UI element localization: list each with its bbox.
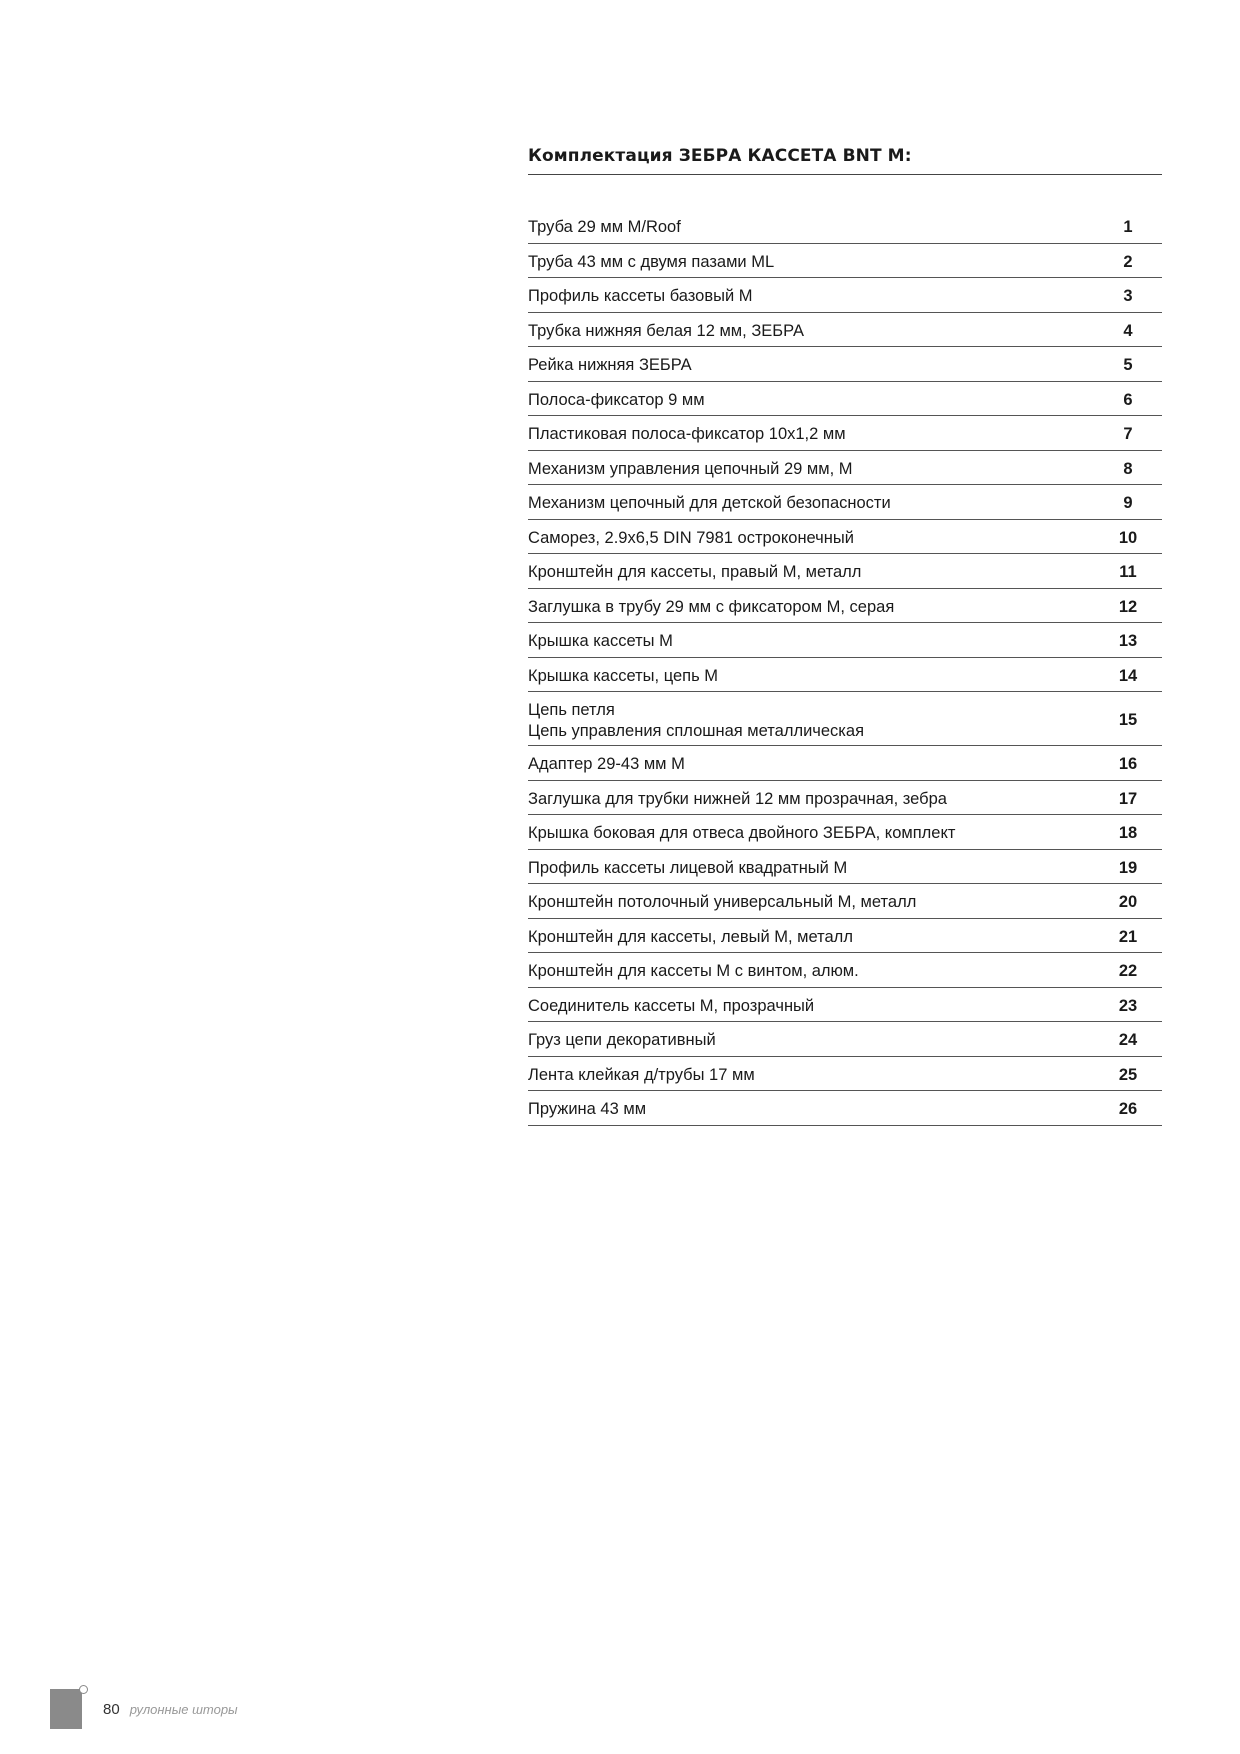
part-name-text: Механизм управления цепочный 29 мм, M [528, 459, 853, 478]
parts-row [528, 884, 1162, 919]
part-number: 23 [1118, 996, 1138, 1015]
parts-row [528, 988, 1162, 1023]
parts-row [528, 781, 1162, 816]
part-name-text: Труба 29 мм M/Roof [528, 218, 681, 237]
part-name-text: Кронштейн для кассеты, левый M, металл [528, 927, 853, 946]
parts-row [528, 209, 1162, 244]
part-number: 19 [1118, 858, 1138, 877]
parts-row [528, 658, 1162, 693]
part-number: 25 [1118, 1065, 1138, 1084]
parts-row [528, 919, 1162, 954]
part-number: 12 [1118, 597, 1138, 616]
part-number: 24 [1118, 1031, 1138, 1050]
part-number: 21 [1118, 927, 1138, 946]
part-name-text: Пластиковая полоса-фиксатор 10х1,2 мм [528, 425, 846, 444]
parts-row [528, 485, 1162, 520]
part-name-text: Саморез, 2.9х6,5 DIN 7981 остроконечный [528, 528, 854, 547]
part-name-text: Профиль кассеты базовый М [528, 287, 753, 306]
part-name-text: Кронштейн потолочный универсальный M, металл [528, 893, 917, 912]
parts-row [528, 554, 1162, 589]
part-number: 5 [1123, 356, 1133, 375]
part-number: 1 [1123, 218, 1133, 237]
part-number: 6 [1123, 390, 1133, 409]
part-number: 16 [1118, 755, 1138, 774]
part-number: 11 [1119, 563, 1137, 582]
part-name-text: Рейка нижняя ЗЕБРА [528, 356, 692, 375]
part-name-text: Соединитель кассеты M, прозрачный [528, 996, 815, 1015]
parts-list [528, 209, 1162, 1126]
parts-row [528, 520, 1162, 555]
part-name-text: Заглушка в трубу 29 мм с фиксатором M, серая [528, 597, 895, 616]
part-name-text: Крышка боковая для отвеса двойного ЗЕБРА, комплект [528, 824, 956, 843]
parts-row [528, 382, 1162, 417]
part-number: 26 [1118, 1100, 1138, 1119]
part-number: 18 [1118, 824, 1138, 843]
part-name-text: Труба 43 мм с двумя пазами ML [528, 252, 775, 271]
part-name-text: Лента клейкая д/трубы 17 мм [528, 1065, 755, 1084]
part-name [528, 384, 1094, 413]
parts-row [528, 1057, 1162, 1092]
part-name [528, 990, 1094, 1019]
part-name [528, 1059, 1094, 1088]
parts-row [528, 815, 1162, 850]
parts-row [528, 850, 1162, 885]
parts-row [528, 416, 1162, 451]
part-name [528, 280, 1094, 309]
parts-section [528, 146, 1162, 1126]
part-name-text: Крышка кассеты М [528, 632, 673, 651]
parts-row [528, 692, 1162, 746]
footer-marker-dot [79, 1685, 88, 1694]
parts-row [528, 347, 1162, 382]
page-footer [50, 1689, 238, 1729]
part-number: 9 [1123, 494, 1133, 513]
part-number: 4 [1123, 321, 1133, 340]
part-name [528, 694, 1094, 744]
part-name [528, 487, 1094, 516]
section-name: рулонные шторы [129, 1701, 238, 1717]
part-number: 8 [1123, 459, 1133, 478]
part-name [528, 453, 1094, 482]
part-name [528, 556, 1094, 585]
part-number: 10 [1118, 528, 1138, 547]
part-name-text: Кронштейн для кассеты M с винтом, алюм. [528, 962, 859, 981]
parts-row [528, 589, 1162, 624]
part-name [528, 783, 1094, 812]
part-name [528, 246, 1094, 275]
part-number: 7 [1123, 425, 1133, 444]
part-name-text: Трубка нижняя белая 12 мм, ЗЕБРА [528, 321, 805, 340]
part-name-text: Адаптер 29-43 мм M [528, 755, 685, 774]
part-name [528, 955, 1094, 984]
part-name [528, 660, 1094, 689]
part-name [528, 315, 1094, 344]
parts-row [528, 746, 1162, 781]
part-name-text-line2: Цепь управления сплошная металлическая [528, 721, 865, 740]
parts-row [528, 623, 1162, 658]
parts-row [528, 1091, 1162, 1126]
parts-row [528, 451, 1162, 486]
part-name [528, 211, 1094, 240]
part-name-text: Пружина 43 мм [528, 1100, 647, 1119]
page-title: Комплектация ЗЕБРА КАССЕТА BNT M: [528, 146, 1162, 175]
part-number: 13 [1118, 632, 1138, 651]
part-name-text: Цепь петля [528, 700, 615, 719]
part-number: 17 [1118, 789, 1138, 808]
part-name [528, 591, 1094, 620]
part-name-text: Крышка кассеты, цепь М [528, 666, 718, 685]
parts-row [528, 278, 1162, 313]
part-name-text: Механизм цепочный для детской безопасности [528, 494, 891, 513]
part-number: 14 [1118, 666, 1138, 685]
footer-marker-block [50, 1689, 82, 1729]
part-name [528, 349, 1094, 378]
part-number: 20 [1118, 893, 1138, 912]
part-name [528, 852, 1094, 881]
part-name [528, 817, 1094, 846]
parts-row [528, 1022, 1162, 1057]
part-name-text: Профиль кассеты лицевой квадратный M [528, 858, 848, 877]
part-name-text: Полоса-фиксатор 9 мм [528, 390, 705, 409]
parts-row [528, 953, 1162, 988]
parts-row [528, 244, 1162, 279]
part-name [528, 522, 1094, 551]
part-name [528, 1024, 1094, 1053]
part-name [528, 748, 1094, 777]
part-name [528, 625, 1094, 654]
part-number: 22 [1118, 962, 1138, 981]
part-name [528, 418, 1094, 447]
part-name-text: Груз цепи декоративный [528, 1031, 716, 1050]
part-name [528, 886, 1094, 915]
parts-row [528, 313, 1162, 348]
part-number: 2 [1123, 252, 1133, 271]
part-number: 3 [1123, 287, 1133, 306]
part-name-text: Заглушка для трубки нижней 12 мм прозрачная, зебра [528, 789, 947, 808]
page-number: 80 [103, 1700, 120, 1718]
part-name [528, 1093, 1094, 1122]
part-name [528, 921, 1094, 950]
part-number: 15 [1118, 711, 1138, 729]
part-name-text: Кронштейн для кассеты, правый M, металл [528, 563, 862, 582]
